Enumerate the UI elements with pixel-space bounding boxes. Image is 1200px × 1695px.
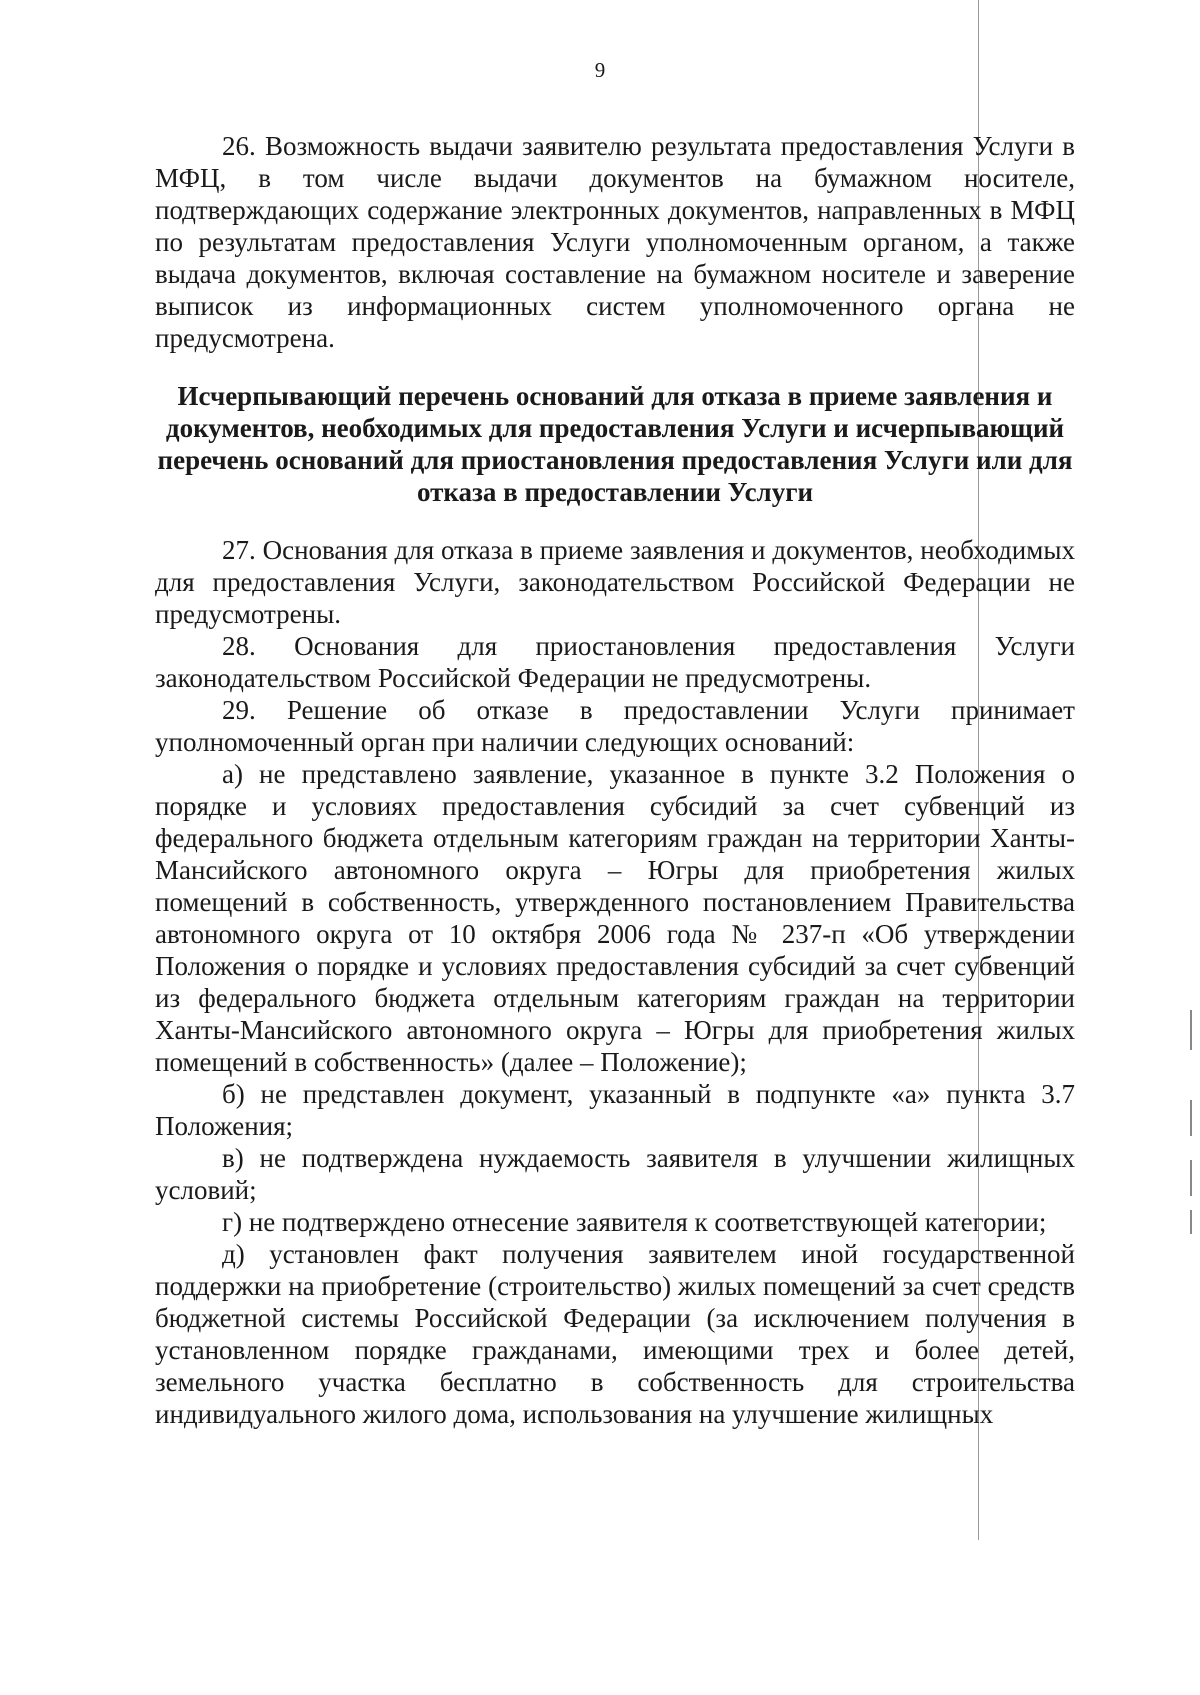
section-heading: Исчерпывающий перечень оснований для отказа в приеме заявления и документов, необходимых для предоставления Услуги и исчерпывающий перечень оснований для приостановления предоставления Услуги или для отказа в предоставлении Услуги <box>157 381 1073 507</box>
list-item-v: в) не подтверждена нуждаемость заявителя в улучшении жилищных условий; <box>155 1143 1075 1205</box>
list-item-a: а) не представлено заявление, указанное в пункте 3.2 Положения о порядке и условиях предоставления субсидий за счет субвенций из федерального бюджета отдельным категориям граждан на территории Ханты-Мансийского автономного округа – Югры для приобретения жилых помещений в собственность, утвержденного постановлением Правительства автономного округа от 10 октября 2006 года № 237-п «Об утверждении Положения о порядке и условиях предоставления субсидий за счет субвенций из федерального бюджета отдельным категориям граждан на территории Ханты-Мансийского автономного округа – Югры для приобретения жилых помещений в собственность» (далее – Положение); <box>155 759 1075 1077</box>
scan-artifact-mark <box>1190 1100 1192 1136</box>
list-item-g: г) не подтверждено отнесение заявителя к соответствующей категории; <box>222 1207 1047 1237</box>
paragraph-28: 28. Основания для приостановления предоставления Услуги законодательством Российской Федерации не предусмотрены. <box>155 631 1075 693</box>
document-body <box>155 130 1075 1430</box>
scan-artifact-mark <box>1190 1210 1192 1234</box>
paragraph-27: 27. Основания для отказа в приеме заявления и документов, необходимых для предоставления Услуги, законодательством Российской Федерации не предусмотрены. <box>155 535 1075 629</box>
list-item-d: д) установлен факт получения заявителем иной государственной поддержки на приобретение (строительство) жилых помещений за счет средств бюджетной системы Российской Федерации (за исключением получения в установленном порядке гражданами, имеющими трех и более детей, земельного участка бесплатно в собственность для строительства индивидуального жилого дома, использования на улучшение жилищных <box>155 1239 1075 1429</box>
scan-artifact-mark <box>1190 1010 1192 1050</box>
scan-artifact-mark <box>1190 1160 1192 1196</box>
page-number: 9 <box>594 58 606 82</box>
paragraph-26: 26. Возможность выдачи заявителю результата предоставления Услуги в МФЦ, в том числе выдачи документов на бумажном носителе, подтверждающих содержание электронных документов, направленных в МФЦ по результатам предоставления Услуги уполномоченным органом, а также выдача документов, включая составление на бумажном носителе и заверение выписок из информационных систем уполномоченного органа не предусмотрена. <box>155 131 1075 353</box>
list-item-b: б) не представлен документ, указанный в подпункте «а» пункта 3.7 Положения; <box>155 1079 1075 1141</box>
paragraph-29: 29. Решение об отказе в предоставлении Услуги принимает уполномоченный орган при наличии следующих оснований: <box>155 695 1075 757</box>
